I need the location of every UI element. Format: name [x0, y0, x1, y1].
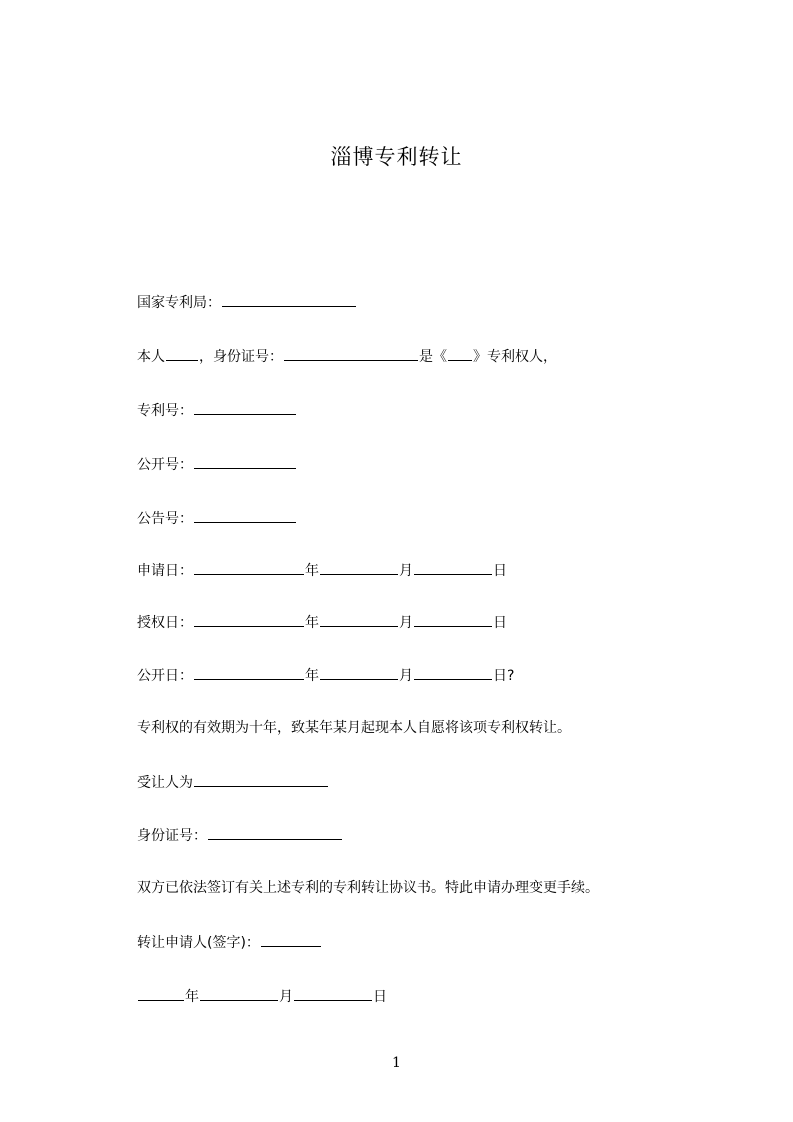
line-owner: [137, 346, 557, 367]
label-month: 月: [399, 668, 413, 684]
blank-application-month: [320, 560, 398, 575]
line-public-date: [137, 665, 514, 686]
line-signature: [137, 932, 322, 953]
label-assignee-id: 身份证号：: [137, 828, 207, 844]
line-patent-number: [137, 400, 297, 421]
label-assignee: 受让人为: [137, 775, 193, 791]
label-month: 月: [399, 563, 413, 579]
text-validity: 专利权的有效期为十年，致某年某月起现本人自愿将该项专利权转让。: [137, 720, 571, 736]
label-owner-suffix: 》专利权人，: [473, 349, 557, 365]
label-month: 月: [399, 615, 413, 631]
blank-application-day: [414, 560, 492, 575]
blank-signature: [261, 932, 321, 947]
blank-assignee-id: [208, 825, 342, 840]
line-publication-number: [137, 454, 297, 475]
label-owner-id: ，身份证号：: [199, 349, 283, 365]
blank-patent-name: [448, 346, 472, 361]
label-year: 年: [305, 563, 319, 579]
blank-grant-year: [194, 612, 304, 627]
document-title: 淄博专利转让: [330, 145, 463, 169]
label-day: 日: [493, 615, 507, 631]
label-year: 年: [185, 989, 199, 1005]
blank-announcement-number: [194, 508, 296, 523]
line-announcement-number: [137, 508, 297, 529]
label-day: 日: [493, 563, 507, 579]
label-announcement-number: 公告号：: [137, 511, 193, 527]
line-validity: [137, 718, 571, 738]
blank-owner-name: [166, 346, 198, 361]
blank-owner-id: [284, 346, 418, 361]
label-signature: 转让申请人(签字)：: [137, 935, 260, 951]
blank-publication-number: [194, 454, 296, 469]
blank-grant-day: [414, 612, 492, 627]
line-patent-office: [137, 292, 357, 313]
line-sign-date: [137, 986, 387, 1007]
line-agreement: [137, 878, 599, 898]
blank-assignee: [194, 772, 328, 787]
label-year: 年: [305, 615, 319, 631]
label-day-question: 日?: [493, 668, 515, 684]
blank-public-year: [194, 665, 304, 680]
label-patent-office: 国家专利局：: [137, 295, 221, 311]
label-public-date: 公开日：: [137, 668, 193, 684]
blank-sign-day: [294, 986, 372, 1001]
line-application-date: [137, 560, 507, 581]
blank-public-month: [320, 665, 398, 680]
line-assignee: [137, 772, 329, 793]
text-agreement: 双方已依法签订有关上述专利的专利转让协议书。特此申请办理变更手续。: [137, 880, 599, 896]
line-assignee-id: [137, 825, 343, 846]
label-owner-prefix: 本人: [137, 349, 165, 365]
label-application-date: 申请日：: [137, 563, 193, 579]
blank-sign-year: [138, 986, 184, 1001]
blank-patent-office: [222, 292, 356, 307]
label-owner-is: 是《: [419, 349, 447, 365]
label-year: 年: [305, 668, 319, 684]
blank-application-year: [194, 560, 304, 575]
label-month: 月: [279, 989, 293, 1005]
blank-sign-month: [200, 986, 278, 1001]
label-publication-number: 公开号：: [137, 457, 193, 473]
label-grant-date: 授权日：: [137, 615, 193, 631]
line-grant-date: [137, 612, 507, 633]
label-patent-number: 专利号：: [137, 403, 193, 419]
blank-patent-number: [194, 400, 296, 415]
blank-grant-month: [320, 612, 398, 627]
label-day: 日: [373, 989, 387, 1005]
page-number: 1: [392, 1055, 401, 1071]
blank-public-day: [414, 665, 492, 680]
